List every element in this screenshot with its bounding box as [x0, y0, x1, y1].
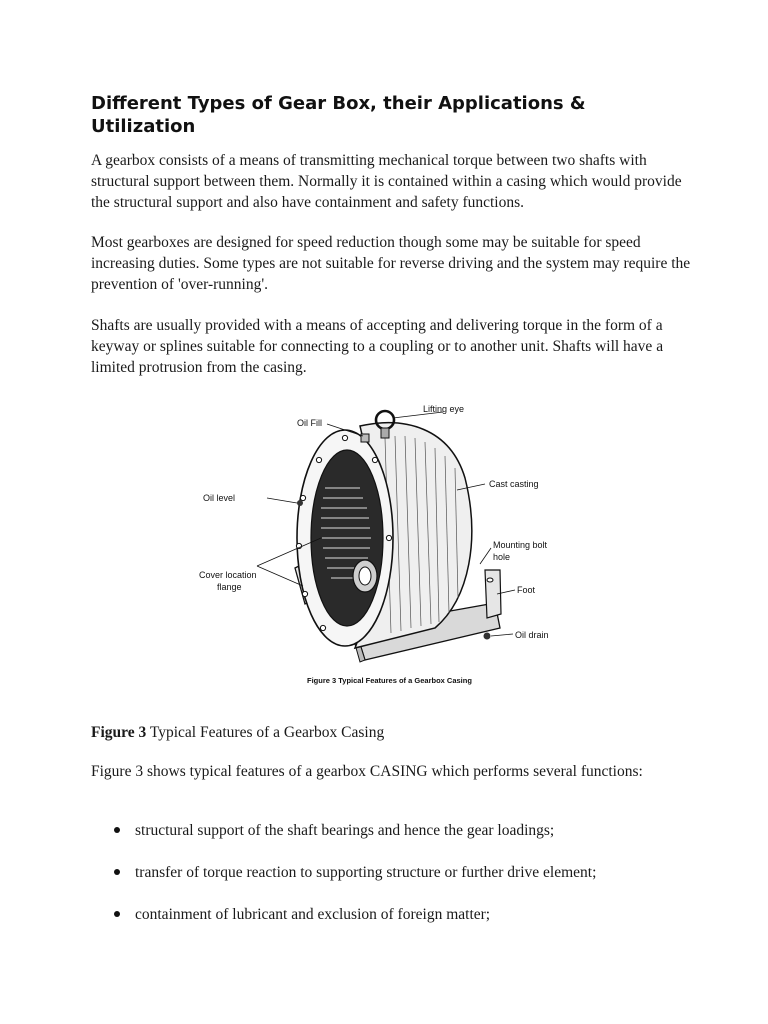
label-hole: hole	[493, 552, 511, 562]
gearbox-casing-illustration	[195, 398, 575, 694]
list-item	[91, 862, 691, 904]
list-item-text: transfer of torque reaction to supporting structure or further drive element;	[135, 864, 597, 881]
paragraph-casing-functions: Figure 3 shows typical features of a gearbox CASING which performs several functions:	[91, 763, 643, 780]
list-item	[91, 904, 691, 946]
list-item-text: structural support of the shaft bearings and hence the gear loadings;	[135, 822, 555, 839]
figure-caption	[91, 722, 691, 743]
label-lifting-eye: Lifting eye	[423, 404, 465, 414]
paragraph-gearbox-definition: A gearbox consists of a means of transmitting mechanical torque between two shafts with structural support between them. Normally it is contained within a casing which would provide the structural support and also have containment and safety functions.	[91, 152, 682, 211]
label-foot: Foot	[517, 585, 536, 595]
label-oil-fill: Oil Fill	[297, 418, 322, 428]
list-item	[91, 820, 691, 862]
bullet-icon	[114, 869, 120, 875]
paragraph-speed-reduction: Most gearboxes are designed for speed reduction though some may be suitable for speed increasing duties. Some types are not suitable for reverse driving and the system may require the prevention of 'over-running'.	[91, 234, 691, 293]
label-cast-casting: Cast casting	[489, 479, 539, 489]
label-oil-level: Oil level	[203, 493, 236, 503]
figure-caption-text: Typical Features of a Gearbox Casing	[146, 724, 385, 741]
figure-embedded-caption: Figure 3 Typical Features of a Gearbox Casing	[307, 676, 472, 685]
paragraph-shafts: Shafts are usually provided with a means of accepting and delivering torque in the form of a keyway or splines suitable for connecting to a coupling or to another unit. Shafts will have a limited protrusion from the casing.	[91, 317, 664, 376]
label-mounting-bolt: Mounting bolt	[493, 540, 548, 550]
casing-functions-list	[91, 820, 691, 946]
label-oil-drain: Oil drain	[515, 630, 549, 640]
figure-caption-label: Figure 3	[91, 724, 147, 741]
page-title: Different Types of Gear Box, their Applications & Utilization	[91, 93, 586, 137]
bullet-icon	[114, 911, 120, 917]
bullet-icon	[114, 827, 120, 833]
gearbox-casing-figure	[195, 398, 575, 694]
list-item-text: containment of lubricant and exclusion of foreign matter;	[135, 906, 491, 923]
label-flange: flange	[217, 582, 242, 592]
label-cover-location: Cover location	[199, 570, 257, 580]
